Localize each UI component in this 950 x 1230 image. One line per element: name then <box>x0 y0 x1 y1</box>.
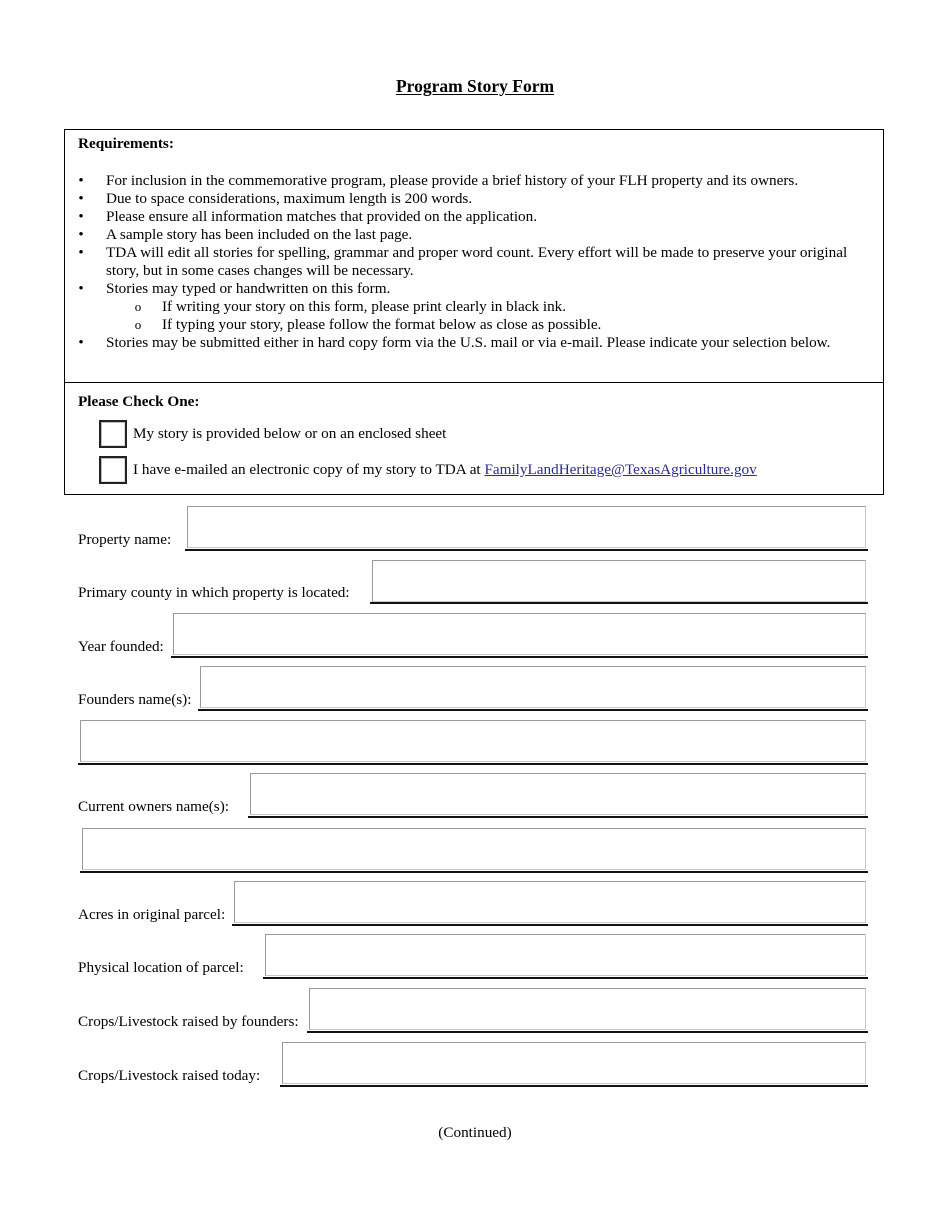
sub-list-item: o If typing your story, please follow the format below as close as possible. <box>65 316 883 334</box>
current-owners-line2-input[interactable] <box>82 828 866 870</box>
list-item: • A sample story has been included on the last page. <box>65 226 883 244</box>
field-property-name <box>78 506 868 551</box>
field-current-owners <box>78 773 868 818</box>
founders-names-line2-input[interactable] <box>80 720 866 762</box>
requirements-list <box>65 172 883 352</box>
field-acres-original <box>78 881 868 926</box>
crops-founders-input[interactable] <box>309 988 866 1030</box>
option-label: I have e-mailed an electronic copy of my story to TDA at FamilyLandHeritage@TexasAgriculture.gov <box>133 461 757 478</box>
sub-list-item: o If writing your story on this form, please print clearly in black ink. <box>65 298 883 316</box>
checkbox-story-emailed[interactable] <box>99 456 127 484</box>
field-crops-founders <box>78 988 868 1033</box>
field-label: Crops/Livestock raised by founders: <box>78 1013 299 1030</box>
field-primary-county <box>78 560 868 604</box>
continued-note: (Continued) <box>438 1124 512 1141</box>
bullet-icon: • <box>78 280 84 297</box>
field-current-owners-continued <box>78 828 868 873</box>
field-founders-names <box>78 666 868 711</box>
list-item: • Stories may be submitted either in hard copy form via the U.S. mail or via e-mail. Please indicate your selection below. <box>65 334 883 352</box>
bullet-icon: • <box>78 172 84 189</box>
option-label: My story is provided below or on an enclosed sheet <box>133 425 447 442</box>
field-founders-names-continued <box>78 720 868 765</box>
option-story-enclosed <box>99 420 446 448</box>
field-year-founded <box>78 613 868 658</box>
list-item: • Stories may typed or handwritten on this form. <box>65 280 883 298</box>
bullet-icon: • <box>78 244 84 261</box>
current-owners-input[interactable] <box>250 773 866 815</box>
field-label: Crops/Livestock raised today: <box>78 1067 261 1084</box>
list-item: • For inclusion in the commemorative program, please provide a brief history of your FLH property and its owners. <box>65 172 883 190</box>
list-item: • Please ensure all information matches that provided on the application. <box>65 208 883 226</box>
field-physical-location <box>78 934 868 979</box>
requirements-box <box>64 129 884 495</box>
field-label: Physical location of parcel: <box>78 959 244 976</box>
circle-bullet-icon: o <box>134 299 142 314</box>
founders-names-input[interactable] <box>200 666 866 708</box>
property-name-input[interactable] <box>187 506 866 548</box>
physical-location-input[interactable] <box>265 934 866 976</box>
year-founded-input[interactable] <box>173 613 866 655</box>
bullet-icon: • <box>78 208 84 225</box>
field-label: Year founded: <box>78 638 164 655</box>
crops-today-input[interactable] <box>282 1042 866 1084</box>
section-divider <box>65 382 883 383</box>
circle-bullet-icon: o <box>134 317 142 332</box>
checkbox-story-enclosed[interactable] <box>99 420 127 448</box>
email-link[interactable]: FamilyLandHeritage@TexasAgriculture.gov <box>484 461 757 478</box>
list-item: • Due to space considerations, maximum length is 200 words. <box>65 190 883 208</box>
field-label: Founders name(s): <box>78 691 192 708</box>
check-one-heading: Please Check One: <box>78 393 200 410</box>
field-label: Property name: <box>78 531 172 548</box>
field-label: Acres in original parcel: <box>78 906 226 923</box>
option-story-emailed <box>99 456 757 484</box>
field-crops-today <box>78 1042 868 1087</box>
bullet-icon: • <box>78 334 84 351</box>
page-title: Program Story Form <box>395 76 555 96</box>
list-item: • TDA will edit all stories for spelling, grammar and proper word count. Every effort will be made to preserve your original story, but in some cases changes will be necessary. <box>65 244 883 280</box>
bullet-icon: • <box>78 226 84 243</box>
field-label: Primary county in which property is located: <box>78 584 350 601</box>
acres-original-input[interactable] <box>234 881 866 923</box>
primary-county-input[interactable] <box>372 560 866 602</box>
bullet-icon: • <box>78 190 84 207</box>
field-label: Current owners name(s): <box>78 798 229 815</box>
requirements-heading: Requirements: <box>78 135 174 152</box>
